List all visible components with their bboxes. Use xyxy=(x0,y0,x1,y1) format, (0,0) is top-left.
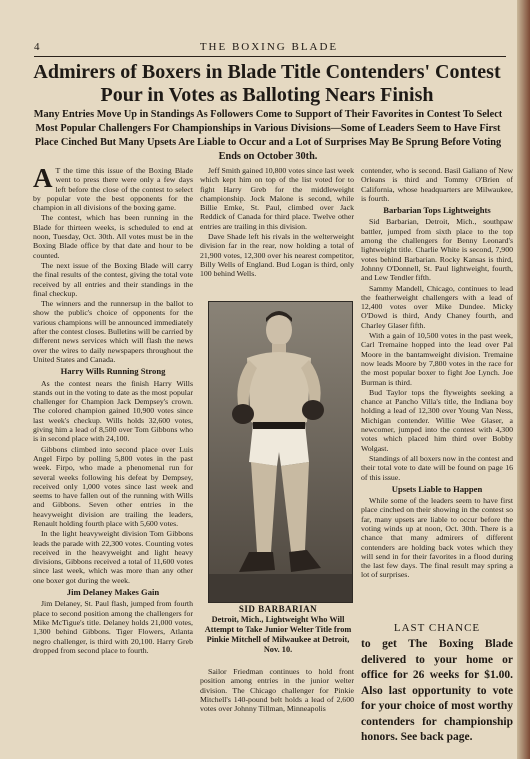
paragraph: The contest, which has been running in the Blade for thirteen weeks, is scheduled to end at noon, Tuesday, Oct. 30th. All votes must be in the Boxing Blade office by that date and hour to be counted. xyxy=(33,213,193,260)
intro-text: T the time this issue of the Boxing Blade went to press there were only a few days left before the close of the contest to select by popular vote the best opponents for the champion in all divisions of the boxing game. xyxy=(33,166,193,213)
last-chance-heading: LAST CHANCE xyxy=(393,622,481,634)
photo-caption xyxy=(200,604,356,655)
paragraph: Sailor Friedman continues to hold front position among entries in the junior welter division. The Chicago challenger for Pinkie Mitchell's 140-pound belt holds a lead of 2,600 votes over Johnny Tillman, Minneapolis xyxy=(200,667,354,714)
paragraph: Bud Taylor tops the flyweights seeking a chance at Pancho Villa's title, the Indiana boy holding a lead of 12,300 over Young Van Ness, Michigan contender. Willie Wee Glaser, a newcomer, jumped into the contest with 4,300 votes which placed him third over Bobby Wolgast. xyxy=(361,387,513,453)
paragraph: Sammy Mandell, Chicago, continues to lead the featherweight challengers with a lead of 12,400 votes over Mike Dundee. Micky O'Dowd is third, Andy Chaney fourth, and Charley Glaser fifth. xyxy=(361,283,513,330)
article-deck: Many Entries Move Up in Standings As Followers Come to Support of Their Favorites in Contest To Select Most Popular Challengers For Championships in Various Divisions—Some of Leaders Seem to Have First Place Cinched But Many Upsets Are Liable to Occur and a Lot of Surprises May Be Sprung Before Voting Ends on October 30th. xyxy=(33,109,503,162)
paragraph: Standings of all boxers now in the contest and their total vote to date will be found on page 16 of this issue. xyxy=(361,453,513,482)
paragraph: In the light heavyweight division Tom Gibbons leads the parade with 22,300 votes. Counting votes received in the heavyweight and light heavy divisions, Gibbons received a total of 11,600 votes since last week, which was more than any other one boxer got during the week. xyxy=(33,529,193,585)
caption-text: Detroit, Mich., Lightweight Who Will Attempt to Take Junior Welter Title from Pinkie Mitchell of Milwaukee at Detroit, Nov. 10. xyxy=(204,615,352,654)
page-edge xyxy=(517,0,530,759)
publication-name: THE BOXING BLADE xyxy=(199,41,339,53)
paragraph: Jeff Smith gained 10,800 votes since last week which kept him on top of the list voted for to fight Harry Greb for the middleweight championship. Jock Malone is second, while Billie Emke, St. Paul, climbed over Jack Reddick of Canada for third place. Twelve other entries are trailing in this division. xyxy=(200,166,354,231)
boxer-photo xyxy=(208,301,353,603)
paragraph: The next issue of the Boxing Blade will carry the final results of the contest, giving the total vote received by all entries and their standings in the final checkup. xyxy=(33,260,193,298)
last-chance-text: to get The Boxing Blade delivered to your home or office for 26 weeks for $1.00. Also last opportunity to vote for your choice of most worthy contenders for championship honors. See back page. xyxy=(361,638,513,743)
paragraph: Jim Delaney, St. Paul flash, jumped from fourth place to second position among the challengers for Mike McTigue's title. Delaney holds 21,000 votes, 1,300 behind Gibbons. Tiger Flowers, Atlanta negro challenger, is third with 20,100. Harry Greb dropped from second place to fourth. xyxy=(33,599,193,655)
header-rule xyxy=(34,56,506,57)
caption-name: SID BARBARIAN xyxy=(238,604,318,614)
last-chance-box xyxy=(361,622,513,746)
subheading: Barbarian Tops Lightweights xyxy=(383,205,491,216)
article-column-2 xyxy=(200,166,354,280)
intro-paragraph xyxy=(33,163,193,213)
article-column-2-bottom xyxy=(200,667,354,713)
subheading: Jim Delaney Makes Gain xyxy=(66,587,160,598)
drop-cap: A xyxy=(33,163,53,193)
article-headline: Admirers of Boxers in Blade Title Contenders' Contest Pour in Votes as Balloting Nears Finish xyxy=(33,61,501,106)
page-header xyxy=(34,41,504,55)
subheading: Harry Wills Running Strong xyxy=(60,366,166,377)
boxer-photo-image xyxy=(209,302,352,602)
article-column-1 xyxy=(33,163,193,656)
paragraph: While some of the leaders seem to have first place cinched on their showing in the contest so far, many upsets are liable to occur before the voting winds up at noon, Oct. 30th. There is a chance that many admirers of different contenders are holding back votes which they will send in for their favorites in a flood during the last few days. The final result may spring a lot of surprises. xyxy=(361,496,513,580)
paragraph: With a gain of 10,500 votes in the past week, Carl Tremaine hopped into the lead over Pal Moore in the bantamweight division. Tremaine now leads Moore by 7,800 votes in the race for the most popular boxer to fight Joe Lynch. Joe Burman is third. xyxy=(361,331,513,387)
subheading: Upsets Liable to Happen xyxy=(391,483,483,494)
paragraph: The winners and the runnersup in the ballot to show the public's choice of opponents for the various champions will be announced immediately after the contest closes. Bulletins will be carried by different news services which will flash the news over the wires to daily newspapers throughout the United States and Canada. xyxy=(33,299,193,364)
paragraph: contender, who is second. Basil Galiano of New Orleans is third and Tommy O'Brien of California, whose headquarters are Milwaukee, is fourth. xyxy=(361,166,513,203)
paragraph: Gibbons climbed into second place over Luis Angel Firpo by polling 5,800 votes in the past week. Firpo, who made a phenomenal run for several weeks following his defeat by Dempsey, received only 1,000 votes since last week and seems to have fallen out of the running with Wills and Gibbons. Seven other entries in the heavyweight division are trailing the leaders, Renault holding fourth place with 5,600 votes. xyxy=(33,444,193,528)
article-column-3 xyxy=(361,166,513,581)
paragraph: Sid Barbarian, Detroit, Mich., southpaw battler, jumped from sixth place to the top among the challengers for Benny Leonard's lightweight title. Charlie White is second, 7,900 votes behind Barbarian. Rocky Kansas is third, Johnny O'Donnell, St. Paul lightweight, fourth, and Lew Tendler fifth. xyxy=(361,217,513,283)
page-number: 4 xyxy=(34,41,42,53)
paragraph: Dave Shade left his rivals in the welterweight division far in the rear, now holding a total of 21,900 votes, 12,300 over his nearest competitor, Billy Wells of England. Bud Logan is third, only 100 behind Wells. xyxy=(200,232,354,279)
paragraph: As the contest nears the finish Harry Wills stands out in the voting to date as the most popular challenger for Champion Jack Dempsey's crown. The colored champion gained 10,900 votes since last week's checkup. Wills holds 32,600 votes, giving him a lead of 8,500 over Tom Gibbons who is in second place with 24,100. xyxy=(33,378,193,444)
